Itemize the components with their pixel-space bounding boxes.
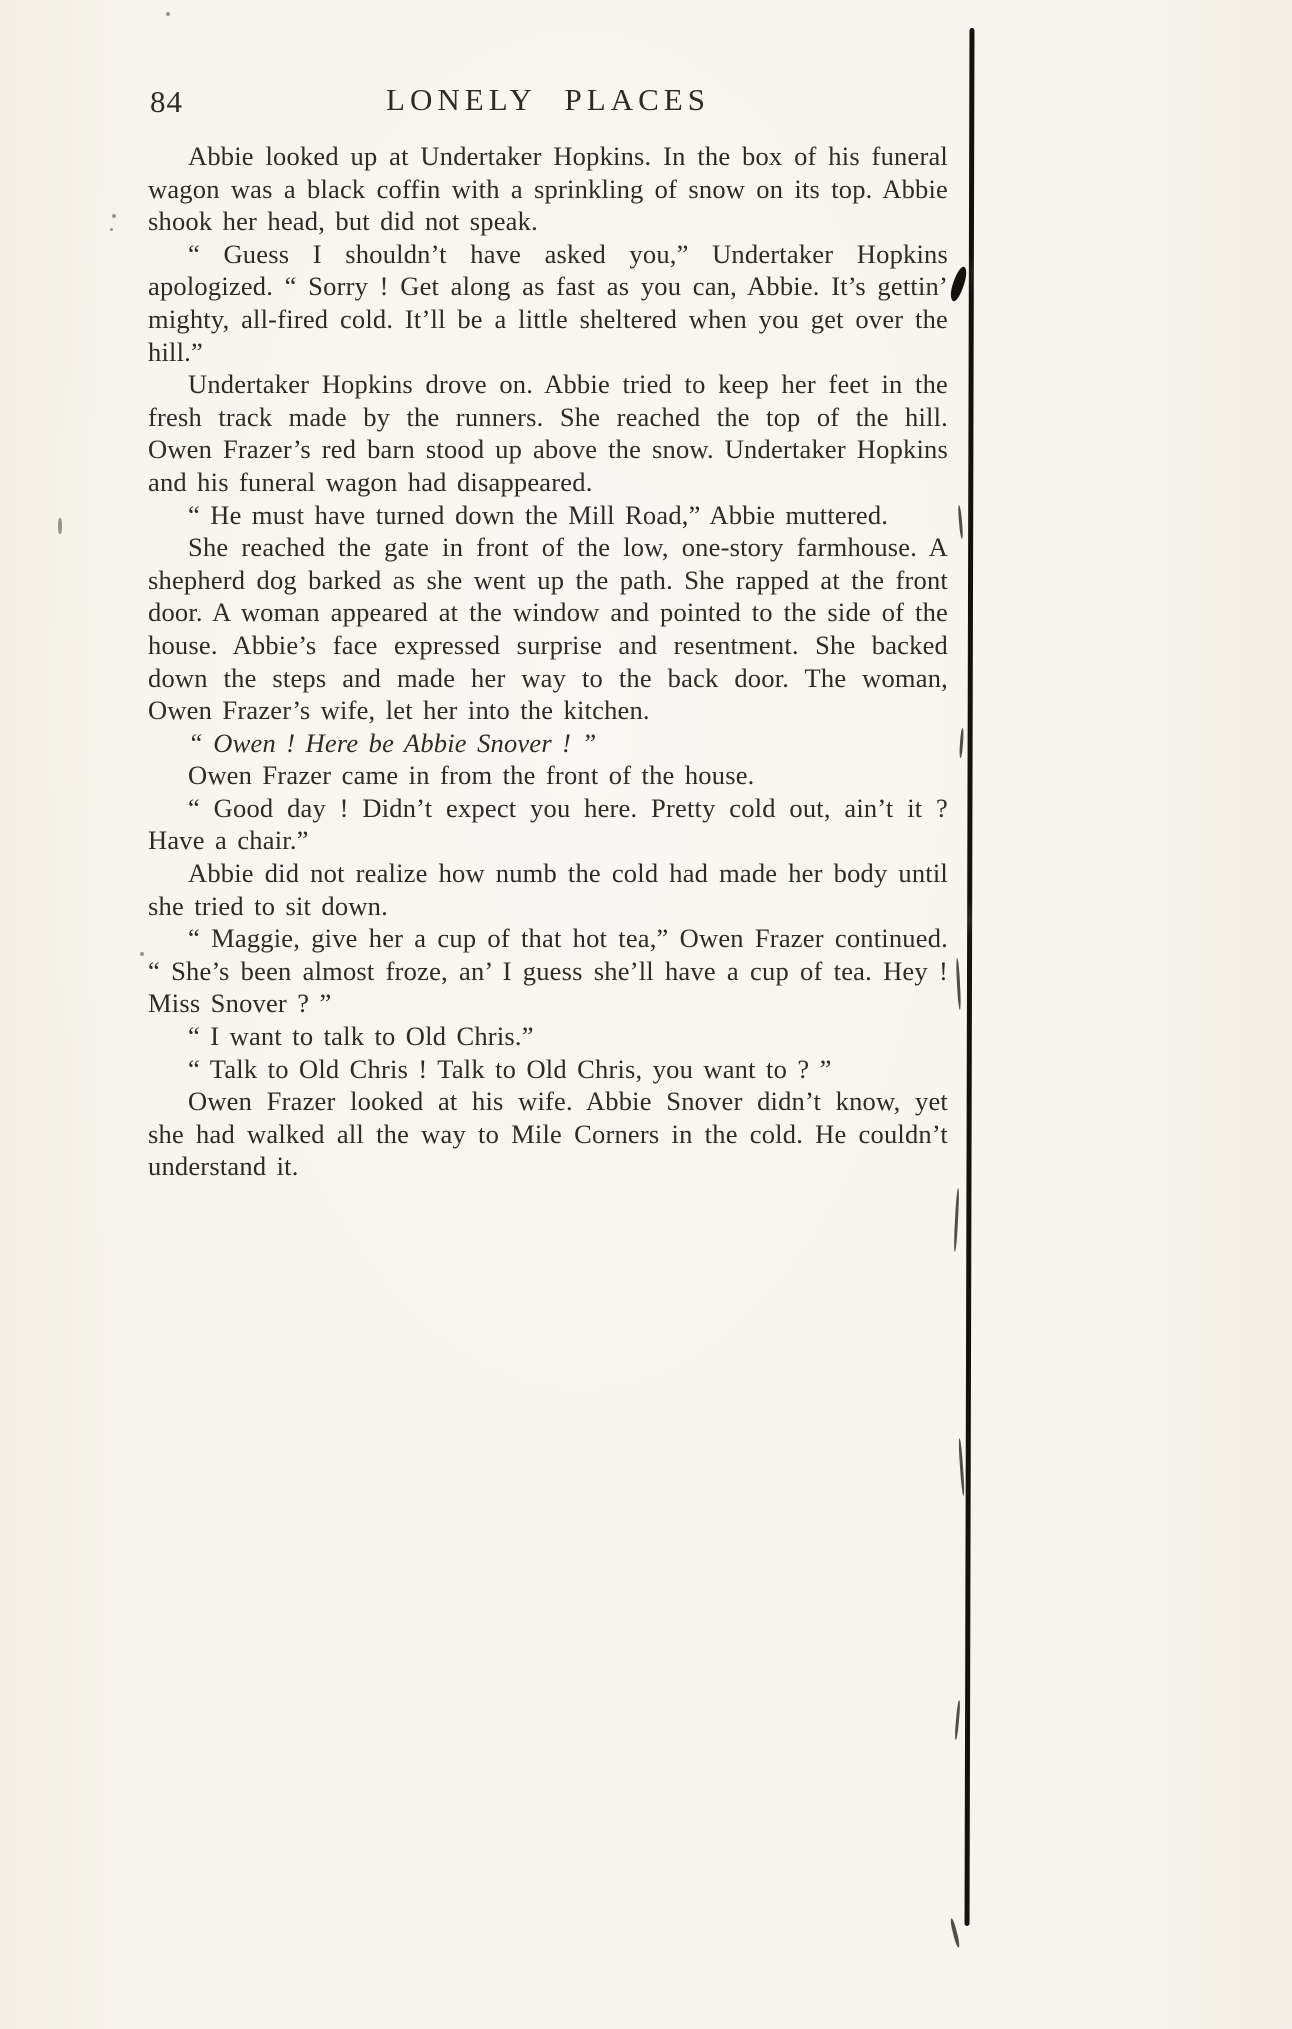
paragraph: “ Good day ! Didn’t expect you here. Pretty cold out, ain’t it ? Have a chair.” (148, 792, 948, 856)
scan-edge-line (965, 28, 975, 1926)
paragraph: “ Guess I shouldn’t have asked you,” Undertaker Hopkins apologized. “ Sorry ! Get along as fast as you can, Abbie. It’s gettin’ mighty, all-fired cold. It’ll be a little sheltered when you get over the hill.” (148, 238, 948, 367)
scan-dot (110, 228, 113, 231)
scan-dot (140, 952, 144, 956)
paragraph: “ I want to talk to Old Chris.” (188, 1021, 534, 1052)
scan-dot (112, 214, 116, 218)
paragraph-italic: “ Owen ! Here be Abbie Snover ! ” (188, 727, 597, 758)
page-header (148, 80, 948, 124)
paragraph: Owen Frazer came in from the front of the house. (188, 760, 755, 791)
scan-speck (953, 1188, 959, 1252)
scan-dot (166, 12, 170, 16)
running-title: LONELY PLACES (386, 82, 710, 117)
scan-speck (954, 1700, 960, 1740)
scan-speck (949, 1918, 960, 1948)
scan-speck (959, 728, 964, 758)
body-text (148, 140, 948, 1183)
scan-ink-blot (948, 265, 968, 303)
scan-dot (58, 518, 62, 534)
paragraph: “ Talk to Old Chris ! Talk to Old Chris, you want to ? ” (188, 1053, 832, 1084)
paragraph: “ He must have turned down the Mill Road,” Abbie muttered. (188, 499, 889, 530)
paragraph: Abbie did not realize how numb the cold had made her body until she tried to sit down. (148, 858, 948, 921)
paragraph: Undertaker Hopkins drove on. Abbie tried to keep her feet in the fresh track made by the runners. She reached the top of the hill. Owen Frazer’s red barn stood up above the snow. Undertaker Hopkins and his funeral wagon had disappeared. (148, 369, 948, 497)
paragraph: Owen Frazer looked at his wife. Abbie Snover didn’t know, yet she had walked all the way to Mile Corners in the cold. He couldn’t understand it. (148, 1086, 948, 1182)
page-number: 84 (150, 84, 183, 119)
paragraph: “ Maggie, give her a cup of that hot tea,” Owen Frazer continued. “ She’s been almost froze, an’ I guess she’ll have a cup of tea. Hey ! Miss Snover ? ” (148, 923, 948, 1019)
scan-speck (956, 958, 962, 1010)
scan-speck (958, 505, 964, 539)
paragraph: She reached the gate in front of the low, one-story farmhouse. A shepherd dog barked as she went up the path. She rapped at the front door. A woman appeared at the window and pointed to the side of the house. Abbie’s face expressed surprise and resentment. She backed down the steps and made her way to the back door. The woman, Owen Frazer’s wife, let her into the kitchen. (148, 532, 948, 726)
scan-speck (958, 1438, 965, 1496)
paragraph: Abbie looked up at Undertaker Hopkins. In the box of his funeral wagon was a black coffin with a sprinkling of snow on its top. Abbie shook her head, but did not speak. (148, 141, 948, 237)
text-block (148, 80, 948, 1183)
